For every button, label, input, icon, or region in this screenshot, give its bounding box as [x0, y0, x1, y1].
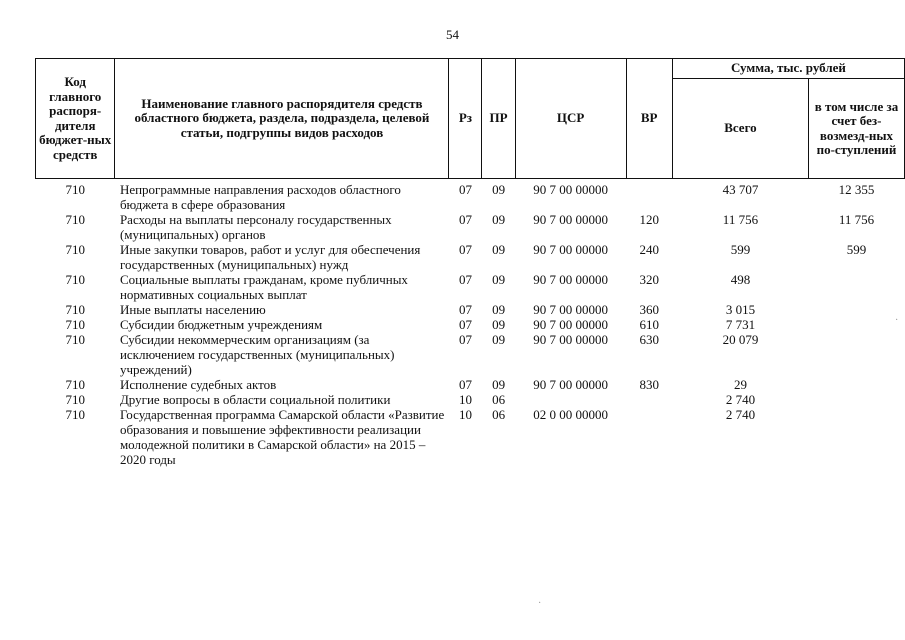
cell-vr: 630 [639, 332, 659, 347]
cell-csr: 90 7 00 00000 [533, 302, 608, 317]
cell-bezv [808, 377, 904, 392]
cell-rz: 07 [458, 272, 472, 287]
cell-rz: 07 [458, 317, 472, 332]
cell-csr: 90 7 00 00000 [533, 317, 608, 332]
cell-name: Иные закупки товаров, работ и услуг для обеспечения государственных (муниципальных) нужд [119, 242, 421, 272]
header-kod: Код главного распоря-дителя бюджет-ных средств [36, 59, 115, 179]
cell-rz: 07 [458, 182, 472, 197]
cell-pr: 06 [492, 407, 506, 422]
cell-csr: 90 7 00 00000 [533, 272, 608, 287]
cell-csr: 90 7 00 00000 [533, 242, 608, 257]
table-row [36, 332, 905, 377]
cell-kod: 710 [65, 272, 85, 287]
cell-pr: 09 [492, 242, 506, 257]
cell-vr: 320 [639, 272, 659, 287]
header-summa: Сумма, тыс. рублей [672, 59, 904, 79]
cell-vsego: 498 [730, 272, 751, 287]
cell-csr: 90 7 00 00000 [533, 377, 608, 392]
cell-kod: 710 [65, 302, 85, 317]
table-row [36, 377, 905, 392]
table-row [36, 179, 905, 213]
cell-name: Государственная программа Самарской области «Развитие образования и повышение эффективности реализации молодежной политики в Самарской области» на 2015 – 2020 годы [119, 407, 445, 467]
cell-vr: 830 [639, 377, 659, 392]
cell-pr: 06 [492, 392, 506, 407]
scan-mark: · [895, 315, 899, 326]
cell-pr: 09 [492, 212, 506, 227]
header-pr: ПР [482, 59, 515, 179]
cell-bezv [808, 392, 904, 407]
page-number: 54 [446, 27, 459, 42]
cell-name: Субсидии некоммерческим организациям (за исключением государственных (муниципальных) учреждений) [119, 332, 395, 377]
table-row [36, 242, 905, 272]
cell-csr [515, 392, 626, 407]
cell-csr: 90 7 00 00000 [533, 182, 608, 197]
cell-vsego: 599 [730, 242, 751, 257]
header-bezv: в том числе за счет без-возмезд-ных по-ступлений [808, 79, 904, 179]
cell-bezv [808, 302, 904, 317]
cell-vsego: 7 731 [725, 317, 756, 332]
cell-bezv [808, 272, 904, 302]
cell-pr: 09 [492, 332, 506, 347]
cell-kod: 710 [65, 407, 85, 422]
cell-csr: 02 0 00 00000 [533, 407, 608, 422]
cell-vr: 360 [639, 302, 659, 317]
cell-vsego: 11 756 [722, 212, 759, 227]
cell-name: Иные выплаты населению [119, 302, 266, 317]
table-row [36, 407, 905, 467]
cell-vsego: 43 707 [722, 182, 759, 197]
cell-pr: 09 [492, 182, 506, 197]
cell-bezv [808, 332, 904, 377]
table-row [36, 212, 905, 242]
cell-name: Субсидии бюджетным учреждениям [119, 317, 323, 332]
cell-vsego: 2 740 [725, 407, 756, 422]
cell-pr: 09 [492, 317, 506, 332]
header-csr: ЦСР [515, 59, 626, 179]
cell-bezv: 12 355 [838, 182, 875, 197]
cell-vr [626, 392, 672, 407]
cell-name: Другие вопросы в области социальной политики [119, 392, 391, 407]
cell-name: Непрограммные направления расходов областного бюджета в сфере образования [119, 182, 401, 212]
cell-vr [626, 179, 672, 213]
budget-table [35, 58, 905, 467]
cell-kod: 710 [65, 182, 85, 197]
cell-vr: 120 [639, 212, 659, 227]
cell-pr: 09 [492, 272, 506, 287]
cell-kod: 710 [65, 392, 85, 407]
cell-vsego: 20 079 [722, 332, 759, 347]
cell-vr: 610 [639, 317, 659, 332]
cell-csr: 90 7 00 00000 [533, 212, 608, 227]
cell-kod: 710 [65, 212, 85, 227]
cell-vsego: 29 [733, 377, 747, 392]
cell-name: Социальные выплаты гражданам, кроме публичных нормативных социальных выплат [119, 272, 408, 302]
cell-vsego: 2 740 [725, 392, 756, 407]
header-vr: ВР [626, 59, 672, 179]
cell-bezv [808, 407, 904, 467]
cell-rz: 07 [458, 212, 472, 227]
header-vsego: Всего [672, 79, 808, 179]
cell-csr: 90 7 00 00000 [533, 332, 608, 347]
table-row [36, 302, 905, 317]
cell-kod: 710 [65, 377, 85, 392]
cell-rz: 10 [458, 407, 472, 422]
cell-name: Исполнение судебных актов [119, 377, 277, 392]
cell-pr: 09 [492, 377, 506, 392]
cell-bezv: 11 756 [838, 212, 875, 227]
cell-rz: 07 [458, 377, 472, 392]
table-header [36, 59, 905, 179]
cell-vr [626, 407, 672, 467]
header-rz: Рз [449, 59, 482, 179]
cell-kod: 710 [65, 242, 85, 257]
cell-vr: 240 [639, 242, 659, 257]
cell-kod: 710 [65, 332, 85, 347]
cell-rz: 10 [458, 392, 472, 407]
table-row [36, 272, 905, 302]
cell-bezv: 599 [846, 242, 867, 257]
cell-rz: 07 [458, 332, 472, 347]
cell-rz: 07 [458, 302, 472, 317]
cell-vsego: 3 015 [725, 302, 756, 317]
cell-bezv [808, 317, 904, 332]
table-row [36, 392, 905, 407]
cell-pr: 09 [492, 302, 506, 317]
header-name: Наименование главного распорядителя средств областного бюджета, раздела, подраздела, целевой статьи, подгруппы видов расходов [115, 59, 449, 179]
table-row [36, 317, 905, 332]
cell-rz: 07 [458, 242, 472, 257]
cell-name: Расходы на выплаты персоналу государственных (муниципальных) органов [119, 212, 392, 242]
table-body [36, 179, 905, 468]
scan-mark: · [538, 598, 542, 609]
cell-kod: 710 [65, 317, 85, 332]
